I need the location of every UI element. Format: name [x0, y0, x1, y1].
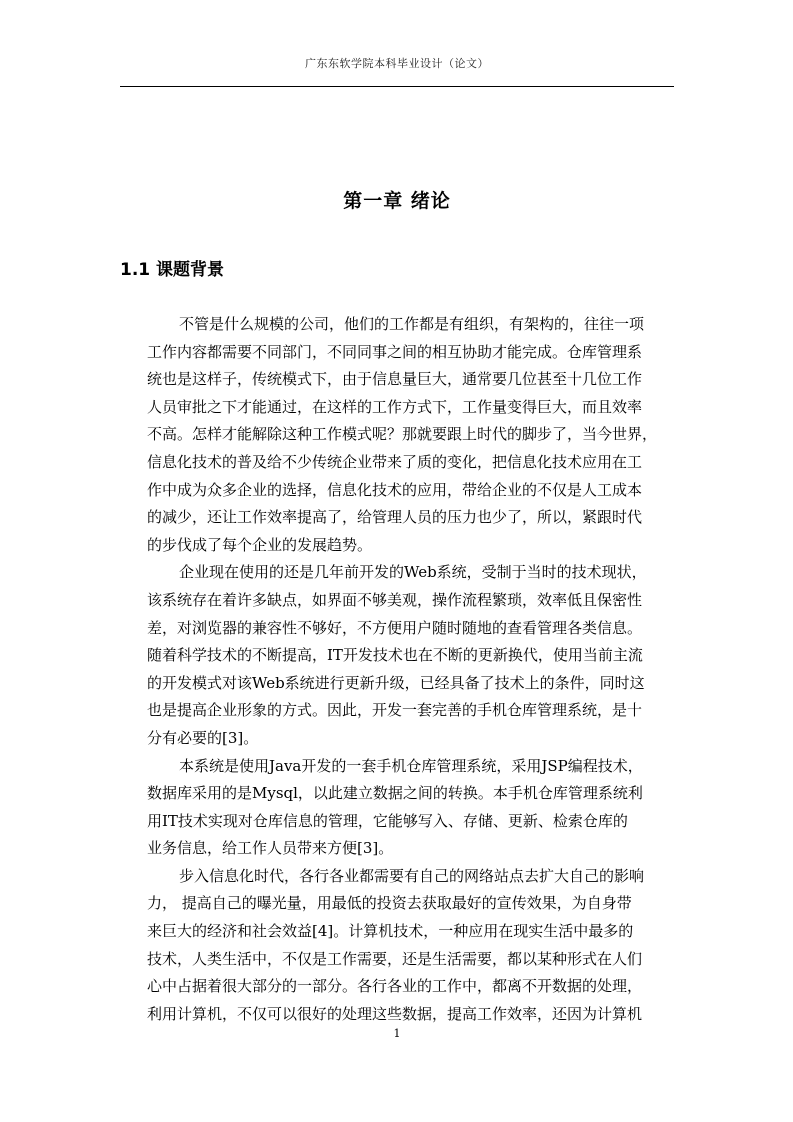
paragraph-line: 企业现在使用的还是几年前开发的Web系统，受制于当时的技术现状， — [179, 563, 647, 582]
paragraph-line: 利用计算机，不仅可以很好的处理这些数据，提高工作效率，还因为计算机 — [147, 1004, 643, 1023]
paragraph-line: 来巨大的经济和社会效益[4]。计算机技术，一种应用在现实生活中最多的 — [147, 922, 634, 941]
paragraph-line: 作中成为众多企业的选择，信息化技术的应用，带给企业的不仅是人工成本 — [147, 480, 643, 499]
page-number: 1 — [393, 1027, 401, 1040]
paragraph-line: 业务信息，给工作人员带来方便[3]。 — [147, 839, 394, 858]
paragraph-line: 技术，人类生活中，不仅是工作需要，还是生活需要，都以某种形式在人们 — [147, 949, 643, 968]
chapter-title: 第一章 绪论 — [343, 190, 451, 212]
paragraph-line: 的减少，还让工作效率提高了，给管理人员的压力也少了，所以，紧跟时代 — [147, 508, 643, 527]
paragraph-line: 分有必要的[3]。 — [147, 728, 259, 747]
paragraph-line: 不管是什么规模的公司，他们的工作都是有组织，有架构的，往往一项 — [179, 315, 645, 333]
paragraph-line: 差，对浏览器的兼容性不够好，不方便用户随时随地的查看管理各类信息。 — [147, 618, 643, 637]
section-title: 1.1 课题背景 — [120, 260, 225, 280]
paragraph-line: 也是提高企业形象的方式。因此，开发一套完善的手机仓库管理系统，是十 — [147, 701, 643, 720]
paragraph-line: 的开发模式对该Web系统进行更新升级，已经具备了技术上的条件，同时这 — [147, 673, 645, 692]
paragraph-line: 随着科学技术的不断提高，IT开发技术也在不断的更新换代，使用当前主流 — [147, 646, 643, 665]
paragraph-line: 用IT技术实现对仓库信息的管理，它能够写入、存储、更新、检索仓库的 — [147, 811, 628, 830]
paragraph-line: 数据库采用的是Mysql，以此建立数据之间的转换。本手机仓库管理系统利 — [147, 784, 643, 803]
paragraph-line: 统也是这样子，传统模式下，由于信息量巨大，通常要几位甚至十几位工作 — [147, 370, 643, 389]
paragraph-line: 不高。怎样才能解除这种工作模式呢？那就要跟上时代的脚步了，当今世界， — [147, 425, 658, 444]
paragraph-line: 工作内容都需要不同部门，不同同事之间的相互协助才能完成。仓库管理系 — [147, 342, 643, 361]
paragraph-line: 力， 提高自己的曝光量，用最低的投资去获取最好的宣传效果，为自身带 — [147, 894, 632, 913]
body-text — [147, 311, 687, 1028]
paragraph-line: 人员审批之下才能通过，在这样的工作方式下，工作量变得巨大，而且效率 — [147, 397, 643, 416]
paragraph-line: 本系统是使用Java开发的一套手机仓库管理系统，采用JSP编程技术， — [179, 756, 643, 775]
paragraph-line: 的步伐成了每个企业的发展趋势。 — [147, 535, 373, 554]
paragraph-line: 步入信息化时代，各行各业都需要有自己的网络站点去扩大自己的影响 — [179, 866, 645, 885]
paragraph-line: 该系统存在着许多缺点，如界面不够美观，操作流程繁琐，效率低且保密性 — [147, 590, 643, 609]
paragraph-line: 信息化技术的普及给不少传统企业带来了质的变化，把信息化技术应用在工 — [147, 452, 643, 471]
page-header: 广东东软学院本科毕业设计（论文） — [305, 57, 489, 70]
paragraph-line: 心中占据着很大部分的一部分。各行各业的工作中，都离不开数据的处理， — [147, 977, 643, 996]
header-rule — [120, 86, 674, 87]
